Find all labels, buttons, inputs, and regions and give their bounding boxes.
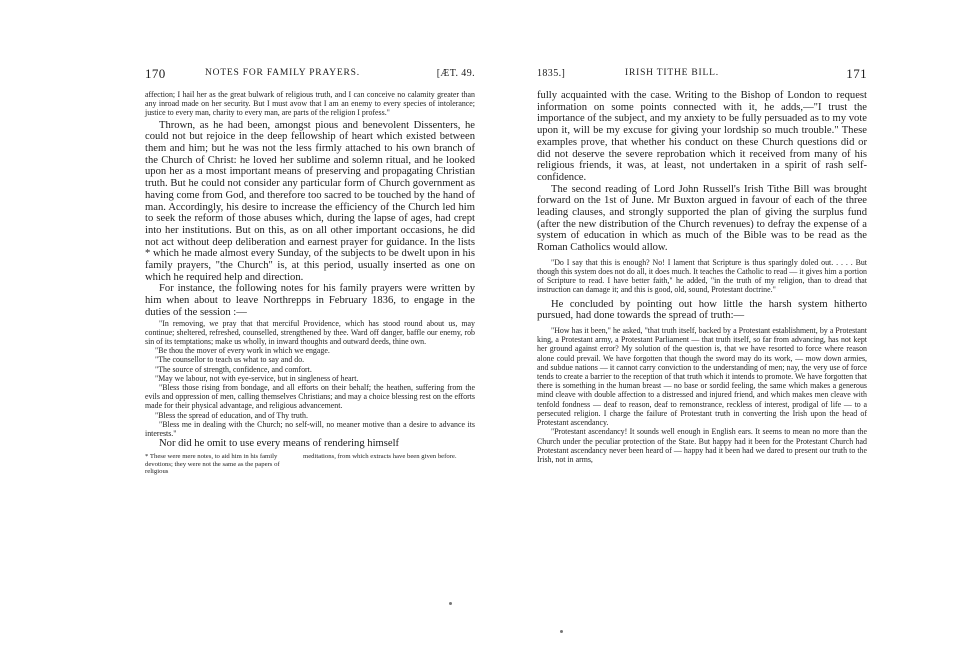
right-running-head xyxy=(537,66,867,84)
prayer-line: "Bless the spread of education, and of Thy truth. xyxy=(155,410,308,420)
prayer-church: "Bless me in dealing with the Church; no self-will, no meaner motive than a desire to advance its interests." xyxy=(145,419,475,438)
prayer-intro: "In removing, we pray that that merciful Providence, which has stood round about us, may continue; sheltered, refreshed, counselled, strengthened by thee. Ward off danger, baffle our enemy, rob sin of its temptations; make us wholly, in inward thoughts and outward deeds, thine own. xyxy=(145,318,475,346)
left-paragraph-1: Thrown, as he had been, amongst pious and benevolent Dissenters, he could not but rejoice in the deep fellowship of heart which existed between them and him; but he was not the less firmly attached to his own branch of the Church of Christ: he loved her sublime and solemn ritual, and he looked upon her as a most important means of preserving and propagating Christian truth. But he could not consider any particular form of Church government as having come from God, and therefore too sacred to be touched by the hand of man. Accordingly, his desire to increase the efficiency of the Church led him to seek the reform of those abuses which, during the lapse of ages, had crept into her institutions. But on this, as on all other important occasions, he did not act without deep deliberation and earnest prayer for guidance. In the lists * which he made almost every Sunday, of the subjects to be dwelt upon in his family prayers, "the Church" is, at this period, usually inserted as one on which he required help and direction. xyxy=(145,119,475,283)
footnote-text-right: meditations, from which extracts have been given before. xyxy=(303,452,457,460)
left-page-number: 170 xyxy=(145,66,166,81)
prayer-line: "May we labour, not with eye-service, but in singleness of heart. xyxy=(155,373,359,383)
right-paragraph-1: fully acquainted with the case. Writing to the Bishop of London to request information on some points connected with it, he adds,—"I trust the importance of the subject, and my anxiety to be fully persuaded as to my vote upon it, will be my excuse for giving your lordship so much trouble." These examples prove, that whether his conduct on these Church questions did or did not deserve the severe reprobation which it received from many of his religious friends, it was, at least, not undertaken in a spirit of rash self-confidence. xyxy=(537,90,867,183)
right-paragraph-2: The second reading of Lord John Russell's Irish Tithe Bill was brought forward on the 1st of June. Mr Buxton argued in favour of each of the three leading clauses, and strongly supported the plan of giving the surplus fund (after the new distribution of the Church revenues) to defray the expense of a system of education in which as much of the Bible was to be read as the Roman Catholics would allow. xyxy=(537,183,867,254)
left-running-head xyxy=(145,66,475,84)
intro-quote: affection; I hail her as the great bulwark of religious truth, and I can conceive no calamity greater than any inroad made on her security. But I must avow that I am an enemy to every species of intolerance; justice to every man, charity to every man, are parts of the religion I profess." xyxy=(145,90,475,118)
right-paragraph-3: He concluded by pointing out how little the harsh system hitherto pursued, had done towards the spread of truth:— xyxy=(537,298,867,322)
left-page xyxy=(145,66,475,476)
right-column xyxy=(537,90,867,464)
speech-quote-2: "How has it been," he asked, "that truth itself, backed by a Protestant establishment, by a Protestant king, a Protestant army, a Protestant Parliament — that truth itself, so far from advancing, has not kept her ground against error? My solution of the question is, that we have resorted to force where reason alone could prevail. We have forgotten that though the sword may do its work, — mow down armies, and subdue nations — it cannot carry conviction to the understanding of men; nay, the very use of force tends to create a barrier to the reception of that truth which it intends to promote. We have forgotten that there is something in the human breast — no base or sordid feeling, the same which makes a generous mind cleave with double affection to a distressed and injured friend, and which makes men cleave with tenfold fondness — deaf to reason, deaf to remonstrance, reckless of interest, prodigal of life — to a persecuted religion. I charge the failure of Protestant truth in converting the Irish upon the head of Protestant ascendancy. xyxy=(537,326,867,428)
prayer-line: "The source of strength, confidence, and comfort. xyxy=(155,364,312,374)
scan-speck xyxy=(449,602,452,605)
left-paragraph-2: For instance, the following notes for his family prayers were written by him when about to leave Northrepps in February 1836, to engage in the duties of the session :— xyxy=(145,283,475,318)
right-side-note: 1835.] xyxy=(537,68,566,79)
left-paragraph-3: Nor did he omit to use every means of rendering himself xyxy=(159,438,400,450)
scan-speck xyxy=(560,630,563,633)
left-footnote xyxy=(145,453,475,476)
prayer-line: "The counsellor to teach us what to say and do. xyxy=(155,355,305,365)
speech-quote-1: "Do I say that this is enough? No! I lament that Scripture is thus sparingly doled out. . . . . But though this system does not do all, it does much. It teaches the Catholic to read — it gives him a portion of Scripture to read. I have better faith," he added, "in the truth of my religion, than to dread that instruction can damage it; and this is good, old, sound, Protestant doctrine." xyxy=(537,257,867,295)
footnote-text-left: * These were mere notes, to aid him in his family devotions; they were not the same as the papers of religious xyxy=(145,452,280,476)
right-page xyxy=(537,66,867,464)
prayer-bless: "Bless those rising from bondage, and all efforts on their behalf; the heathen, suffering from the evils and oppression of men, calling themselves Christians; and may a choice blessing rest on the efforts made for their physical advantage, and religious advancement. xyxy=(145,382,475,411)
right-running-title: IRISH TITHE BILL. xyxy=(625,68,719,78)
prayer-line: "Be thou the mover of every work in which we engage. xyxy=(155,346,330,356)
left-running-title: NOTES FOR FAMILY PRAYERS. xyxy=(205,68,360,78)
left-column xyxy=(145,90,475,476)
left-side-note: [ÆT. 49. xyxy=(436,68,475,79)
speech-quote-3: "Protestant ascendancy! It sounds well enough in English ears. It seems to mean no more than the Church under the peculiar protection of the State. But happy had it been for the Protestant Church had Protestant ascendancy never been heard of — happy had it been had we dared to present our truth to the Irish, not in arms, xyxy=(537,427,867,464)
right-page-number: 171 xyxy=(846,66,867,81)
